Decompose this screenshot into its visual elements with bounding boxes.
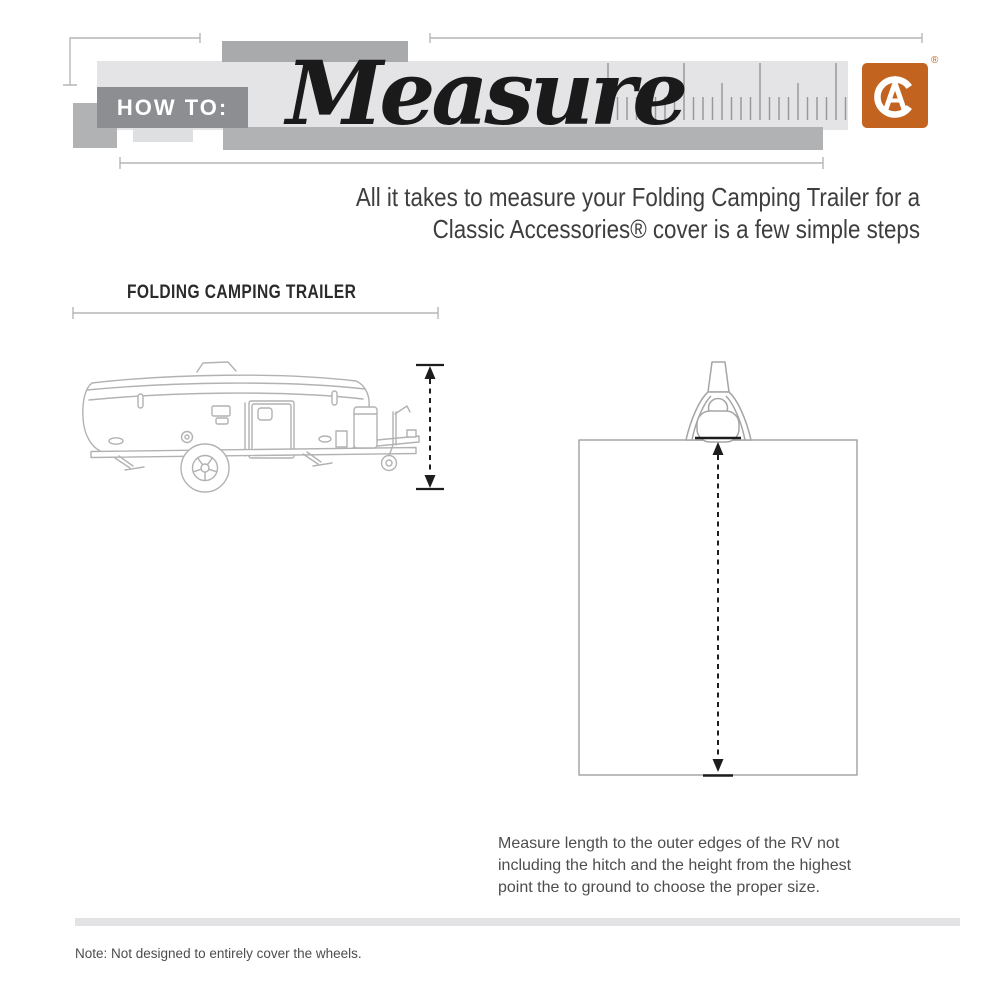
trailer-side-view-drawing <box>75 350 445 500</box>
intro-line-1: All it takes to measure your Folding Camping Trailer for a <box>355 182 920 212</box>
how-to-kicker <box>97 87 248 128</box>
intro-text <box>356 181 920 245</box>
classic-accessories-logo-icon <box>862 63 928 128</box>
height-measure-arrow <box>416 365 444 489</box>
caption-line-1: Measure length to the outer edges of the RV not <box>498 835 840 852</box>
footer-note: Note: Not designed to entirely cover the wheels. <box>75 946 362 961</box>
page-title: Measure <box>286 41 685 145</box>
section-heading: FOLDING CAMPING TRAILER <box>127 282 357 303</box>
kicker-label: HOW TO: <box>116 94 229 120</box>
header-accent-bar <box>133 128 193 142</box>
logo-registered-mark: ® <box>931 55 939 66</box>
trailer-top-view-drawing <box>575 355 885 785</box>
caption-line-2: including the hitch and the height from the highest <box>498 857 852 874</box>
caption-line-3: point the to ground to choose the proper size. <box>498 879 820 896</box>
measure-caption <box>498 833 851 899</box>
footer-divider <box>75 918 960 926</box>
intro-line-2: Classic Accessories® cover is a few simple steps <box>432 214 920 244</box>
